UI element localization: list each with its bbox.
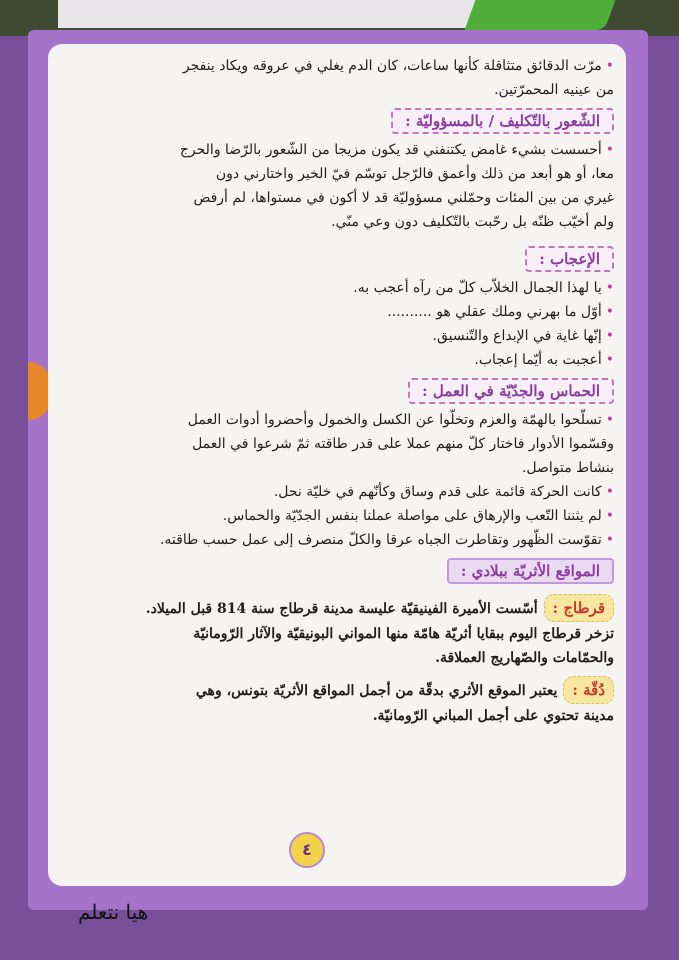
- top-green-tab: [465, 0, 616, 30]
- bullet-icon: •: [605, 142, 614, 158]
- list-item: [62, 324, 614, 348]
- bullet-icon: •: [605, 328, 614, 344]
- carthage-text-1: أسّست الأميرة الفينيقيّة عليسة مدينة قرطاج سنة 814 قبل الميلاد.: [145, 601, 538, 617]
- page-content: [62, 54, 614, 728]
- list-item: [62, 300, 614, 324]
- bullet-icon: •: [605, 508, 614, 524]
- bullet-icon: •: [605, 58, 614, 74]
- dougga-text-1: يعتبر الموقع الأثري بدقّة من أجمل المواقع الأثريّة بتونس، وهي: [195, 683, 558, 699]
- list-item-text: تقوّست الظّهور وتقاطرت الجباه عرقا والكلّ منصرف إلى عمل حسب طاقته.: [159, 532, 602, 548]
- carthage-line: والحمّامات والصّهاريج العملاقة.: [435, 650, 614, 666]
- list-item-text: أوّل ما بهرني وملك عقلي هو ..........: [387, 304, 602, 320]
- paragraph-line: معا، أو هو أبعد من ذلك وأعمق فالرّجل توسّم فيّ الخير واختارني دون: [215, 166, 614, 182]
- dougga-line: [62, 676, 614, 704]
- list-item-text: إنّها غاية في الإبداع والتّنسيق.: [432, 328, 602, 344]
- section-heading-archaeological-sites: المواقع الأثريّة ببلادي :: [447, 558, 614, 584]
- paragraph-line: ولم أخيّب ظنّه بل رحّبت بالتّكليف دون وعي منّي.: [331, 214, 614, 230]
- list-item-text: أعجبت به أيّما إعجاب.: [474, 352, 602, 368]
- bullet-icon: •: [605, 304, 614, 320]
- page-card: [48, 44, 626, 886]
- list-item: [62, 480, 614, 504]
- paragraph-line: [62, 408, 614, 432]
- brand-signature: هيا نتعلم: [78, 900, 149, 924]
- bullet-icon: •: [605, 484, 614, 500]
- paragraph-line: بنشاط متواصل.: [521, 460, 614, 476]
- list-item: [62, 504, 614, 528]
- paragraph-text: تسلّحوا بالهمّة والعزم وتخلّوا عن الكسل والخمول وأحضروا أدوات العمل: [187, 412, 602, 428]
- list-item: [62, 276, 614, 300]
- intro-text-1: مرّت الدقائق متثاقلة كأنها ساعات، كان الدم يغلي في عروقه ويكاد ينفجر: [182, 58, 602, 74]
- dougga-line: مدينة تحتوي على أجمل المباني الرّومانيّة.: [372, 708, 614, 724]
- dougga-label: دُقّة :: [563, 676, 614, 704]
- list-item: [62, 528, 614, 552]
- section-heading-admiration: الإعجاب :: [525, 246, 614, 272]
- intro-line: [62, 78, 614, 102]
- section-heading-responsibility: الشّعور بالتّكليف / بالمسؤوليّة :: [391, 108, 614, 134]
- bullet-icon: •: [605, 532, 614, 548]
- list-item-text: كانت الحركة قائمة على قدم وساق وكأنّهم في خليّة نحل.: [273, 484, 602, 500]
- list-item: [62, 348, 614, 372]
- page-number: ٤: [289, 832, 325, 868]
- paragraph-line: غيري من بين المئات وحمّلني مسؤوليّة قد لا أكون في مستواها، لم أرفض: [193, 190, 614, 206]
- paragraph-text: أحسست بشيء غامض يكتنفني قد يكون مزيجا من الشّعور بالرّضا والحرج: [179, 142, 602, 158]
- list-item-text: لم يثننا التّعب والإرهاق على مواصلة عملنا بنفس الجدّيّة والحماس.: [222, 508, 602, 524]
- bullet-icon: •: [605, 352, 614, 368]
- bullet-icon: •: [605, 280, 614, 296]
- bullet-icon: •: [605, 412, 614, 428]
- intro-text-2: من عينيه المحمرّتين.: [494, 82, 614, 98]
- paragraph-line: وقسّموا الأدوار فاختار كلّ منهم عملا على قدر طاقته ثمّ شرعوا في العمل: [192, 436, 614, 452]
- carthage-label: قرطاج :: [544, 594, 614, 622]
- top-paper-strip: [58, 0, 508, 28]
- carthage-line: [62, 594, 614, 622]
- paragraph-line: [62, 138, 614, 162]
- section-heading-enthusiasm: الحماس والجدّيّة في العمل :: [408, 378, 614, 404]
- carthage-line: تزخر قرطاج اليوم ببقايا أثريّة هامّة منها المواني البونيقيّة والآثار الرّومانيّة: [193, 626, 614, 642]
- intro-line: [62, 54, 614, 78]
- list-item-text: يا لهذا الجمال الخلاّب كلّ من رآه أعجب به.: [353, 280, 602, 296]
